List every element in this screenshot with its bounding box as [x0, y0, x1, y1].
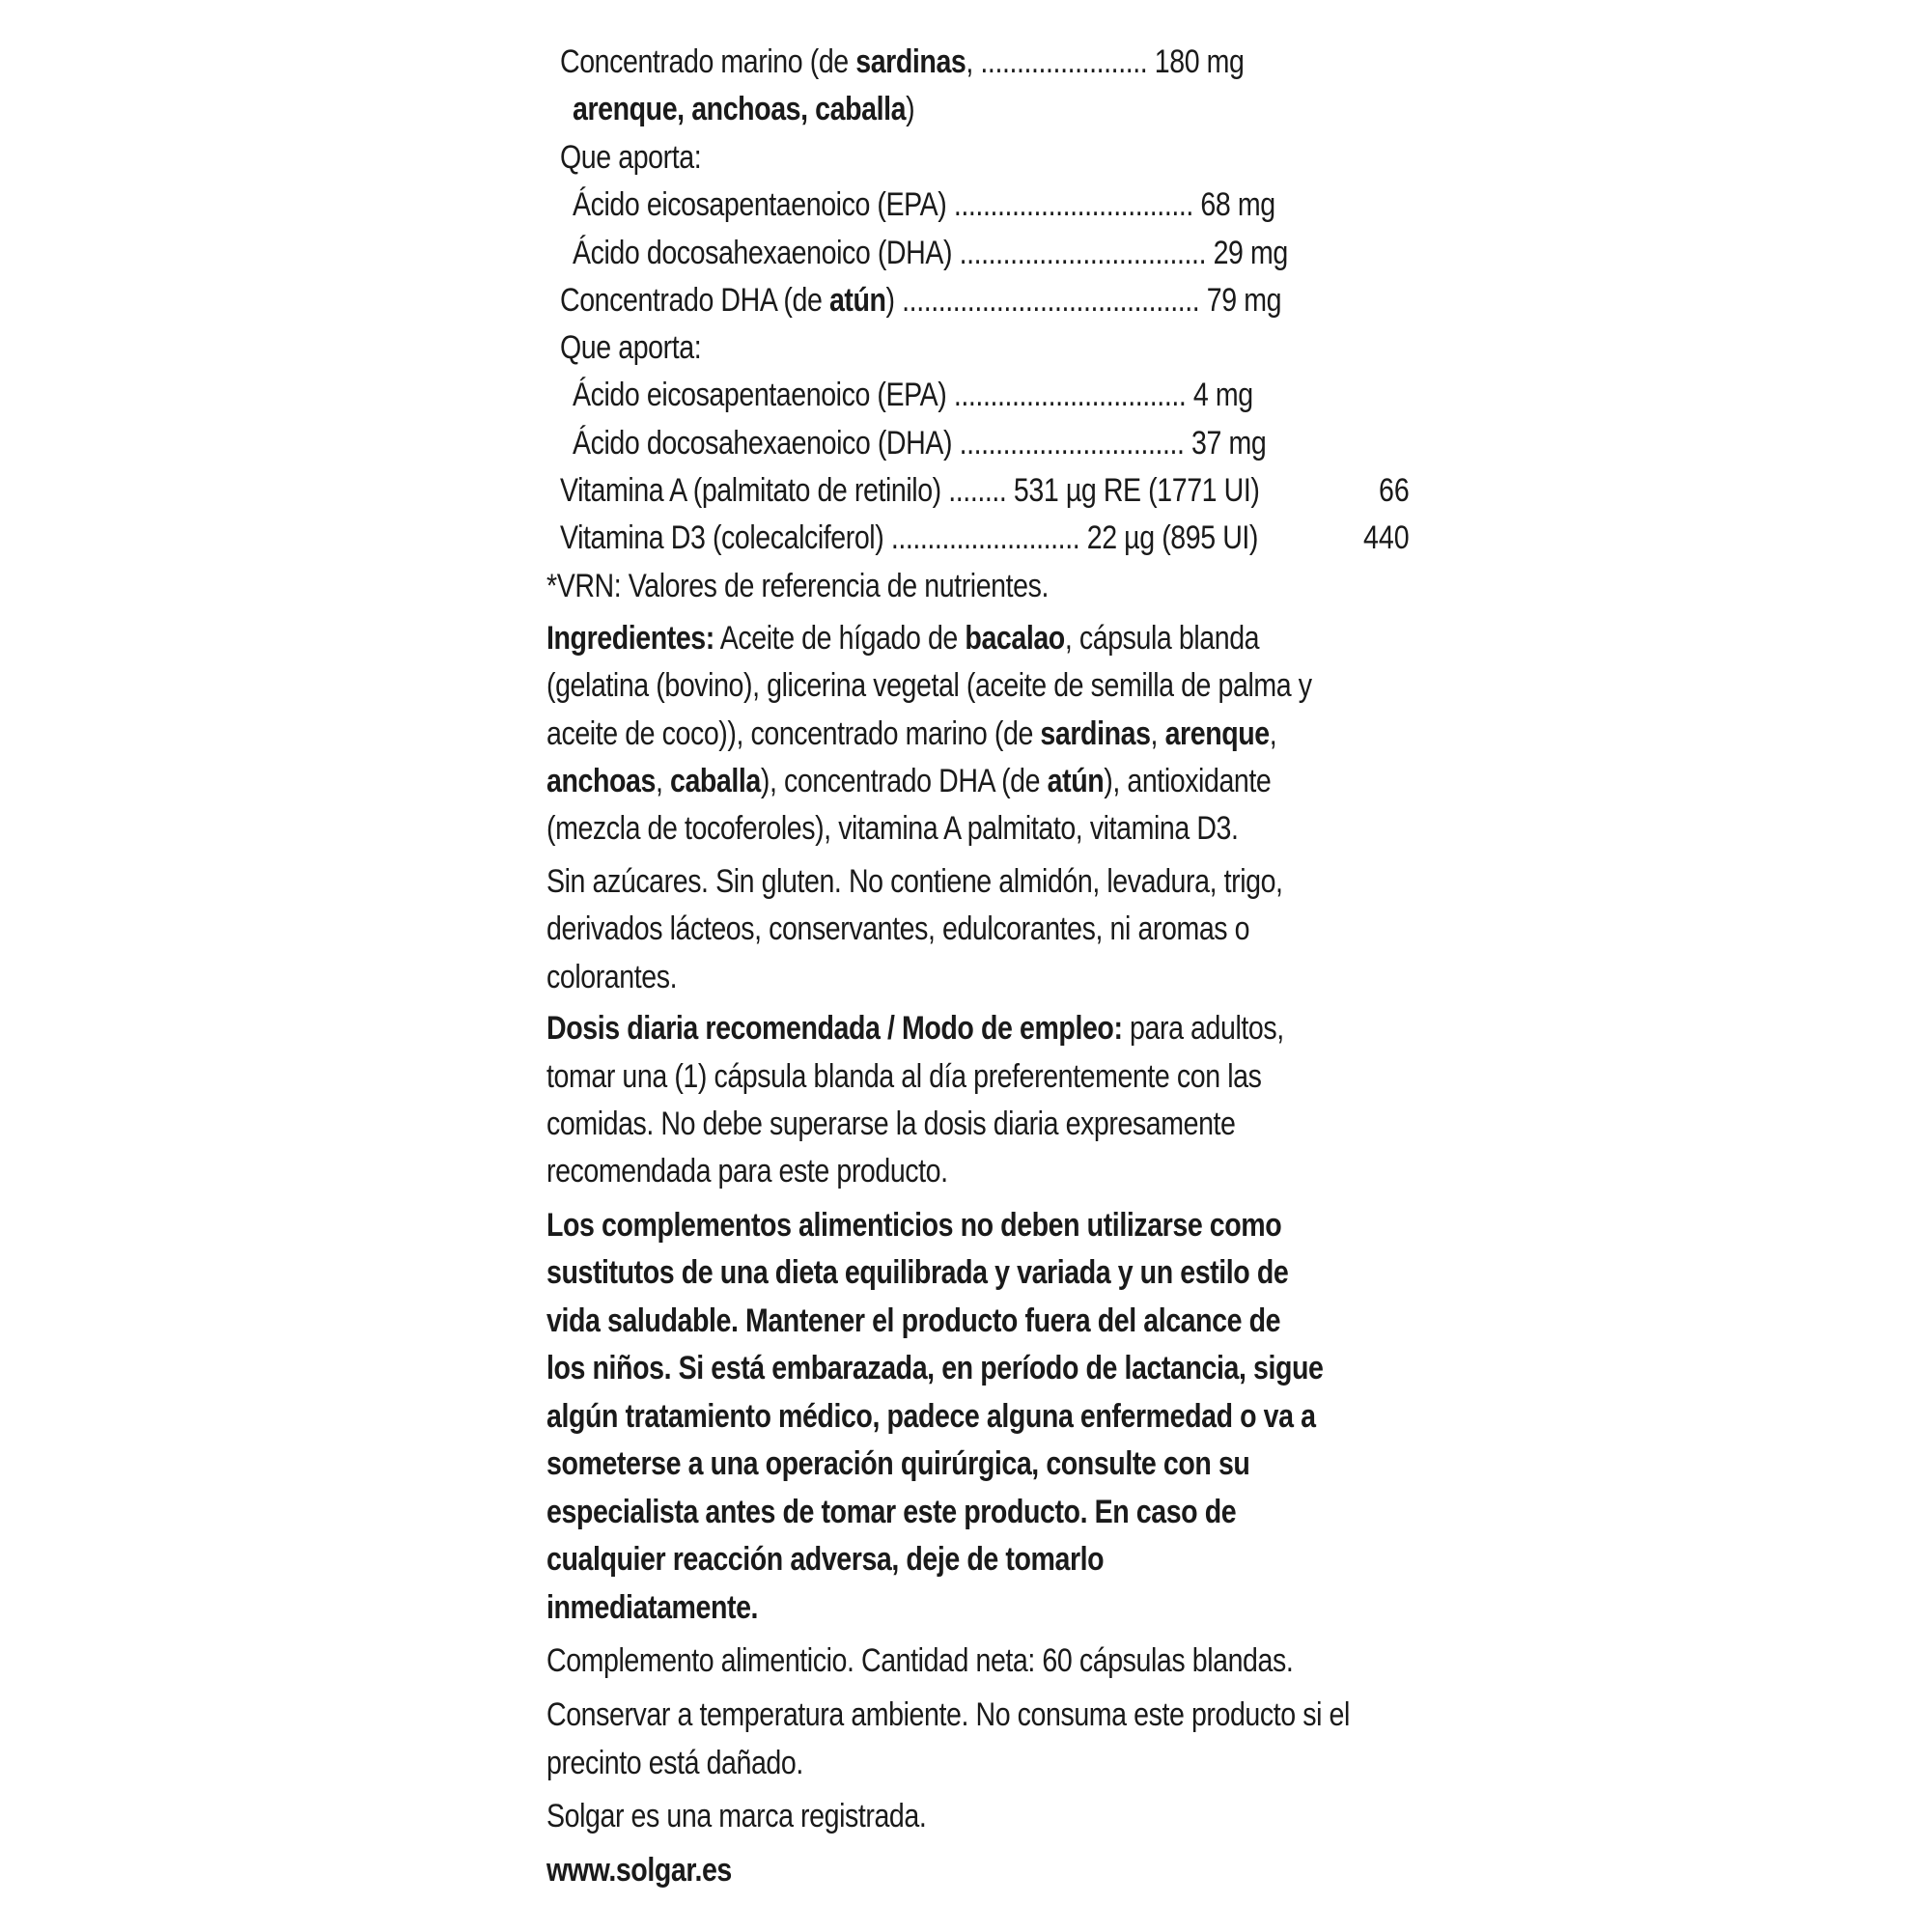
nutrient-row-epa: Ácido eicosapentaenoico (EPA) ................................ 4 mg	[573, 377, 1253, 413]
nutrient-row-dha: Ácido docosahexaenoico (DHA) ............................... 37 mg	[573, 425, 1267, 462]
rnv-footnote: *VRN: Valores de referencia de nutrientes.	[546, 568, 1049, 604]
dosage-heading: Dosis diaria recomendada / Modo de empleo:	[546, 1010, 1123, 1047]
nutrient-subheading: Que aporta:	[560, 139, 702, 176]
nutrient-row-marine-sources: arenque, anchoas, caballa)	[573, 91, 915, 127]
trademark-note: Solgar es una marca registrada.	[546, 1798, 927, 1834]
nutrient-row-dha: Ácido docosahexaenoico (DHA) .................................. 29 mg	[573, 235, 1288, 271]
nutrient-row-epa: Ácido eicosapentaenoico (EPA) ................................. 68 mg	[573, 186, 1275, 223]
nutrient-rnv-value: 440	[1363, 519, 1410, 556]
ingredients-heading: Ingredientes:	[546, 620, 714, 657]
net-quantity: Complemento alimenticio. Cantidad neta: 60 cápsulas blandas.	[546, 1642, 1294, 1679]
nutrient-rnv-value: 66	[1379, 472, 1410, 509]
nutrient-row-vitamin-a: Vitamina A (palmitato de retinilo) ........ 531 µg RE (1771 UI)	[560, 472, 1260, 509]
nutrient-row-vitamin-d3: Vitamina D3 (colecalciferol) .......................... 22 µg (895 UI)	[560, 519, 1259, 556]
nutrient-row-dha-concentrate: Concentrado DHA (de atún) ......................................... 79 mg	[560, 282, 1282, 319]
website-link[interactable]: www.solgar.es	[546, 1852, 732, 1889]
nutrient-subheading: Que aporta:	[560, 329, 702, 366]
nutrient-row-marine-concentrate: Concentrado marino (de sardinas, ....................... 180 mg	[560, 43, 1245, 80]
